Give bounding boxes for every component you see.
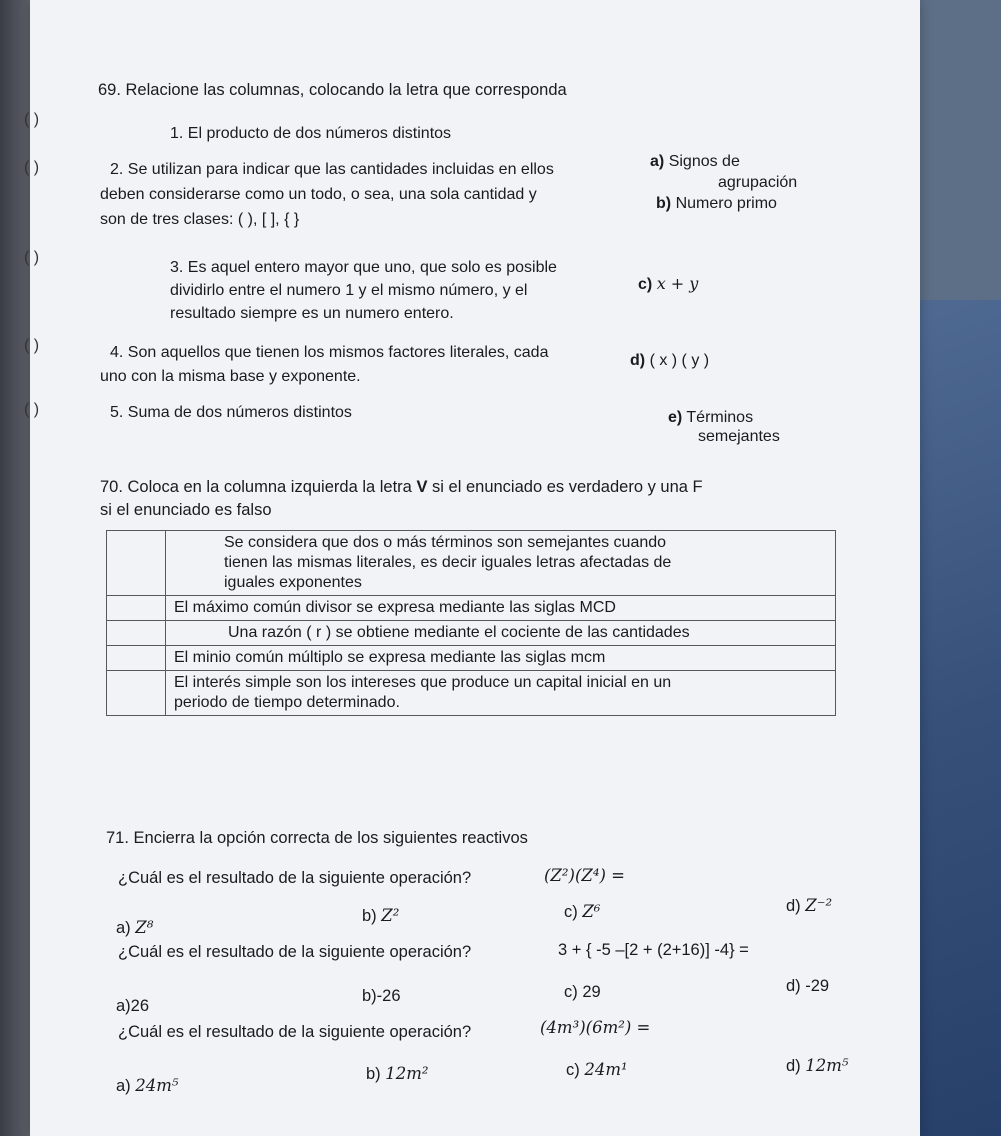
q69-option-c xyxy=(638,274,698,294)
q69-option-b xyxy=(656,194,777,213)
q71-2-option-c[interactable]: c) 29 xyxy=(564,983,601,1001)
q69-item-3-line2: dividirlo entre el numero 1 y el mismo número, y el xyxy=(170,282,528,299)
table-row xyxy=(107,621,836,646)
answer-cell[interactable] xyxy=(107,596,166,621)
q71-1-option-c[interactable] xyxy=(564,902,600,922)
option-letter: a) xyxy=(116,1077,131,1095)
q71-1-option-b[interactable] xyxy=(362,906,399,926)
q71-3-option-d[interactable] xyxy=(786,1056,849,1076)
true-false-table xyxy=(106,530,836,716)
q70-title-pre: 70. Coloca en la columna izquierda la letra xyxy=(100,478,417,496)
statement-line: Se considera que dos o más términos son semejantes cuando xyxy=(224,534,667,551)
q70-title-post: si el enunciado es verdadero y una F xyxy=(427,478,703,496)
q69-item-4-line2: uno con la misma base y exponente. xyxy=(100,368,361,385)
statement-cell xyxy=(166,646,836,671)
option-b-text: Numero primo xyxy=(675,195,777,212)
q69-paren-4[interactable]: ( ) xyxy=(24,337,40,354)
q69-option-e-line2: semejantes xyxy=(698,428,780,445)
statement-cell xyxy=(166,671,836,716)
statement-cell xyxy=(166,596,836,621)
q71-2-option-d[interactable]: d) -29 xyxy=(786,977,830,995)
q71-expr-1: (Z²)(Z⁴) = xyxy=(544,866,625,885)
answer-cell[interactable] xyxy=(107,621,166,646)
q69-option-e xyxy=(668,408,753,427)
option-c-letter: c) xyxy=(638,276,653,293)
q71-title: 71. Encierra la opción correcta de los siguientes reactivos xyxy=(106,829,528,847)
option-value: 24m¹ xyxy=(584,1060,628,1079)
q71-1-option-a[interactable] xyxy=(116,918,153,938)
option-letter: b) xyxy=(366,1065,381,1083)
q71-3-option-b[interactable] xyxy=(366,1064,429,1084)
q71-2-option-a[interactable]: a)26 xyxy=(116,997,150,1015)
option-value: Z² xyxy=(381,906,400,925)
q69-item-4: 4. Son aquellos que tienen los mismos factores literales, cada xyxy=(110,344,549,361)
table-row xyxy=(107,596,836,621)
option-value: Z⁸ xyxy=(135,918,154,937)
option-b-letter: b) xyxy=(656,195,672,212)
q69-paren-2[interactable]: ( ) xyxy=(24,159,40,176)
statement-line: El interés simple son los intereses que produce un capital inicial en un xyxy=(174,674,672,691)
statement-line: periodo de tiempo determinado. xyxy=(174,694,400,711)
option-letter: c) xyxy=(564,903,578,921)
q70-title xyxy=(100,477,703,497)
q71-question-1: ¿Cuál es el resultado de la siguiente operación? xyxy=(118,869,472,887)
option-value: Z⁻² xyxy=(805,896,833,915)
q71-expr-3: (4m³)(6m²) = xyxy=(540,1018,651,1037)
option-e-text: Términos xyxy=(686,409,754,426)
q69-item-2-line3: son de tres clases: ( ), [ ], { } xyxy=(100,211,300,228)
q71-1-option-d[interactable] xyxy=(786,896,832,916)
statement-line: tienen las mismas literales, es decir iguales letras afectadas de xyxy=(224,554,672,571)
table-row xyxy=(107,671,836,716)
statement-cell xyxy=(166,531,836,596)
option-letter: b) xyxy=(362,907,377,925)
q69-paren-5[interactable]: ( ) xyxy=(24,401,40,418)
q69-item-3-line3: resultado siempre es un numero entero. xyxy=(170,305,454,322)
q71-3-option-c[interactable] xyxy=(566,1060,628,1080)
q69-option-a-line2: agrupación xyxy=(718,174,798,191)
q69-option-d xyxy=(630,351,709,370)
q71-2-option-b[interactable]: b)-26 xyxy=(362,987,401,1005)
option-value: 12m⁵ xyxy=(805,1056,849,1075)
option-letter: a) xyxy=(116,919,131,937)
option-letter: d) xyxy=(786,897,801,915)
q71-question-2: ¿Cuál es el resultado de la siguiente operación? xyxy=(118,943,472,961)
q69-item-2-line2: deben considerarse como un todo, o sea, una sola cantidad y xyxy=(100,186,537,203)
answer-cell[interactable] xyxy=(107,646,166,671)
worksheet-page xyxy=(24,0,920,1136)
option-a-text: Signos de xyxy=(668,153,740,170)
option-c-text: x + y xyxy=(656,274,699,293)
q69-paren-3[interactable]: ( ) xyxy=(24,249,40,266)
q69-item-1: 1. El producto de dos números distintos xyxy=(170,125,452,142)
statement-line: iguales exponentes xyxy=(224,574,362,591)
option-value: 12m² xyxy=(385,1064,429,1083)
q70-title-v: V xyxy=(416,478,428,496)
q69-item-2: 2. Se utilizan para indicar que las cantidades incluidas en ellos xyxy=(110,161,554,178)
background-fabric xyxy=(911,300,1001,1136)
q71-3-option-a[interactable] xyxy=(116,1076,179,1096)
q69-option-a xyxy=(650,152,740,171)
q69-paren-1[interactable]: ( ) xyxy=(24,111,40,128)
q69-item-3: 3. Es aquel entero mayor que uno, que solo es posible xyxy=(170,259,557,276)
q71-question-3: ¿Cuál es el resultado de la siguiente operación? xyxy=(118,1023,472,1041)
option-value: Z⁶ xyxy=(582,902,601,921)
statement-cell xyxy=(166,621,836,646)
option-e-letter: e) xyxy=(668,409,683,426)
option-d-letter: d) xyxy=(630,352,646,369)
q69-item-5: 5. Suma de dos números distintos xyxy=(110,404,352,421)
q69-title: 69. Relacione las columnas, colocando la letra que corresponda xyxy=(98,81,567,99)
answer-cell[interactable] xyxy=(107,671,166,716)
q70-title-line2: si el enunciado es falso xyxy=(100,501,272,519)
option-letter: c) xyxy=(566,1061,580,1079)
q71-expr-2: 3 + { -5 –[2 + (2+16)] -4} = xyxy=(558,941,749,959)
option-value: 24m⁵ xyxy=(135,1076,179,1095)
answer-cell[interactable] xyxy=(107,531,166,596)
statement-line: El minio común múltiplo se expresa mediante las siglas mcm xyxy=(174,649,606,666)
option-letter: d) xyxy=(786,1057,801,1075)
table-row xyxy=(107,531,836,596)
statement-line: Una razón ( r ) se obtiene mediante el cociente de las cantidades xyxy=(228,624,690,641)
statement-line: El máximo común divisor se expresa mediante las siglas MCD xyxy=(174,599,616,616)
table-row xyxy=(107,646,836,671)
option-d-text: ( x ) ( y ) xyxy=(649,352,710,369)
option-a-letter: a) xyxy=(650,153,665,170)
